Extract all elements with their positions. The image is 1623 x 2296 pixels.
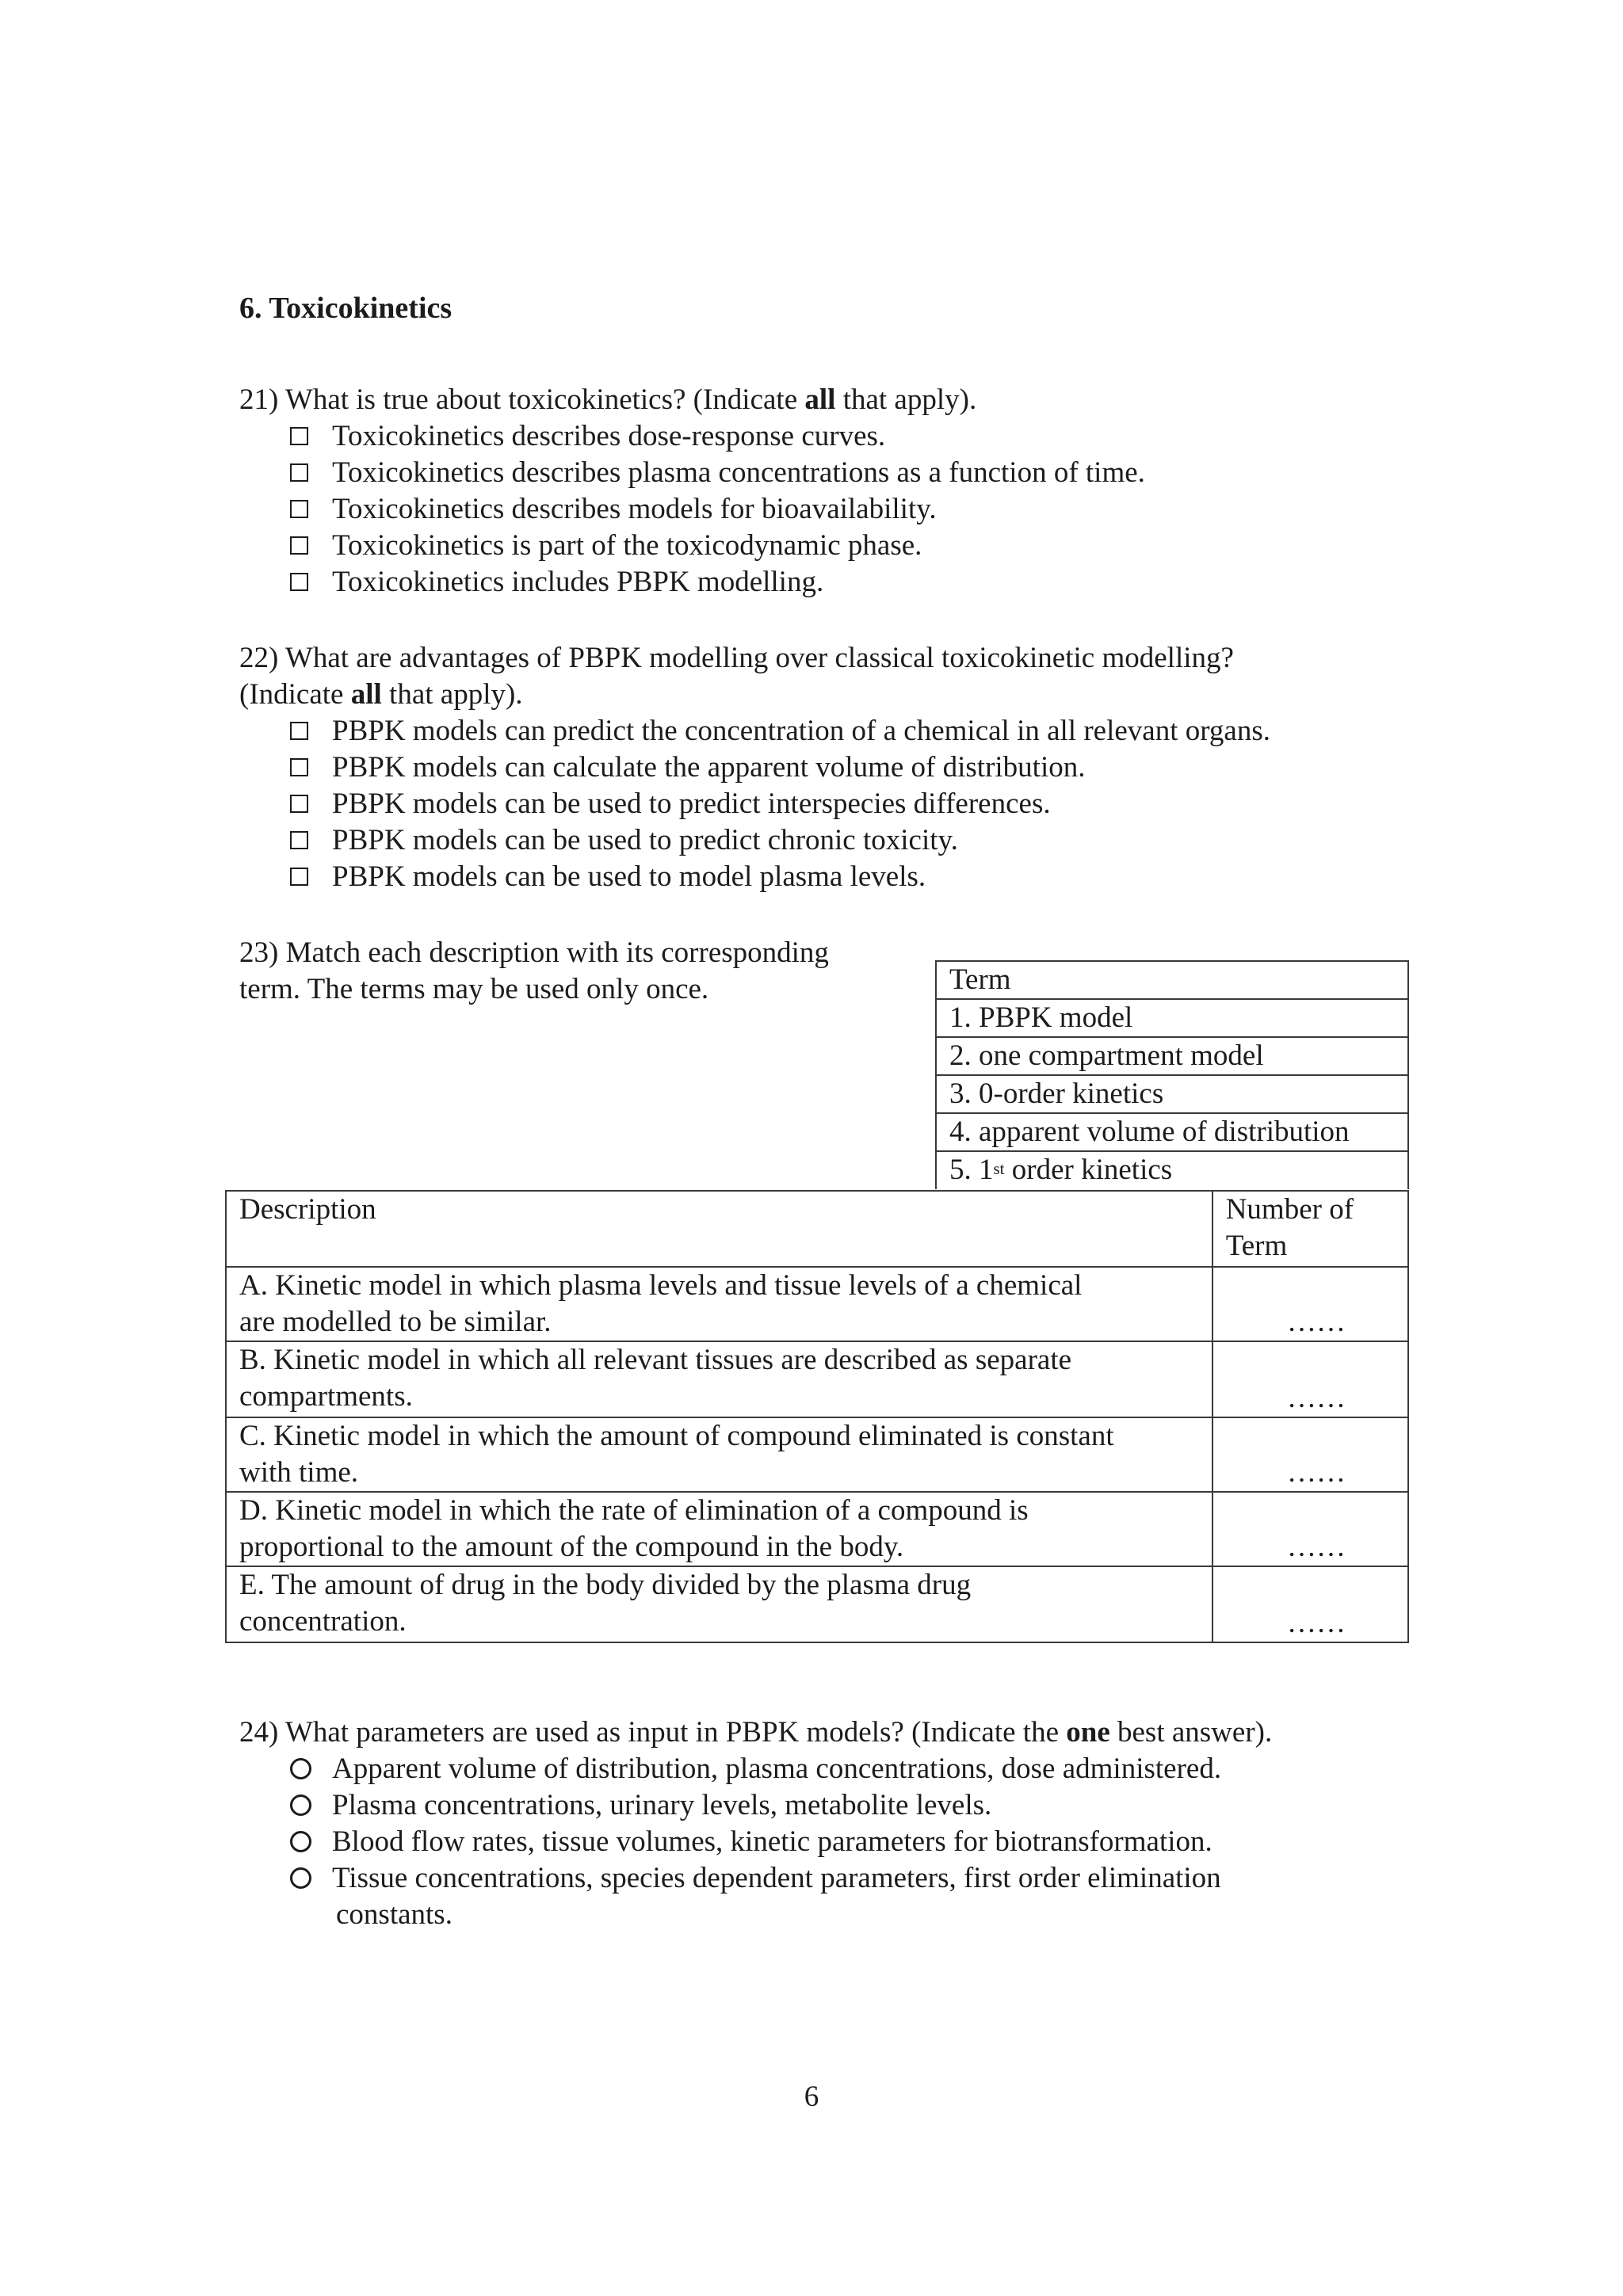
term-2: 2. one compartment model	[936, 1037, 1408, 1075]
radio-button[interactable]	[290, 1831, 311, 1852]
q23-prompt-line2: term. The terms may be used only once.	[239, 973, 709, 1005]
table-row	[226, 1341, 1408, 1417]
q22-prompt-line2: (Indicate all that apply).	[239, 678, 523, 711]
table-row	[226, 1267, 1408, 1341]
q22-prompt-line1: 22) What are advantages of PBPK modelling over classical toxicokinetic modelling?	[239, 642, 1234, 674]
radio-button[interactable]	[290, 1758, 311, 1779]
answer-blank-e[interactable]: ……	[1212, 1566, 1408, 1642]
description-table	[225, 1190, 1409, 1643]
term-3: 3. 0-order kinetics	[936, 1075, 1408, 1113]
q22-option-2[interactable]: PBPK models can calculate the apparent volume of distribution.	[290, 749, 1085, 786]
q24-option-4[interactable]: Tissue concentrations, species dependent parameters, first order elimination	[290, 1860, 1221, 1897]
radio-button[interactable]	[290, 1794, 311, 1816]
description-a: A. Kinetic model in which plasma levels and tissue levels of a chemical are modelled to be similar.	[226, 1267, 1212, 1341]
term-1: 1. PBPK model	[936, 999, 1408, 1037]
section-title: 6. Toxicokinetics	[239, 292, 453, 325]
number-of-term-header: Number of Term	[1212, 1191, 1408, 1267]
q22-option-3[interactable]: PBPK models can be used to predict interspecies differences.	[290, 786, 1051, 822]
q21-prompt: 21) What is true about toxicokinetics? (Indicate all that apply).	[239, 383, 977, 416]
q21-option-1[interactable]: Toxicokinetics describes dose-response curves.	[290, 418, 885, 455]
terms-table	[935, 960, 1409, 1189]
q21-option-4[interactable]: Toxicokinetics is part of the toxicodynamic phase.	[290, 528, 922, 564]
q24-option-3[interactable]: Blood flow rates, tissue volumes, kinetic parameters for biotransformation.	[290, 1824, 1212, 1860]
table-row	[226, 1566, 1408, 1642]
checkbox[interactable]	[290, 795, 308, 813]
radio-button[interactable]	[290, 1867, 311, 1889]
page-number: 6	[804, 2081, 819, 2113]
checkbox[interactable]	[290, 500, 308, 518]
answer-blank-c[interactable]: ……	[1212, 1417, 1408, 1492]
checkbox[interactable]	[290, 722, 308, 740]
checkbox[interactable]	[290, 831, 308, 849]
checkbox[interactable]	[290, 536, 308, 555]
q21-option-5[interactable]: Toxicokinetics includes PBPK modelling.	[290, 564, 823, 601]
description-b: B. Kinetic model in which all relevant tissues are described as separate compartments.	[226, 1341, 1212, 1417]
table-row	[226, 1492, 1408, 1566]
q22-option-4[interactable]: PBPK models can be used to predict chronic toxicity.	[290, 822, 958, 859]
q24-option-1[interactable]: Apparent volume of distribution, plasma concentrations, dose administered.	[290, 1751, 1221, 1787]
q21-option-2[interactable]: Toxicokinetics describes plasma concentrations as a function of time.	[290, 455, 1145, 491]
checkbox[interactable]	[290, 427, 308, 445]
term-4: 4. apparent volume of distribution	[936, 1113, 1408, 1151]
q24-option-4-continuation: constants.	[336, 1898, 453, 1931]
description-c: C. Kinetic model in which the amount of compound eliminated is constant with time.	[226, 1417, 1212, 1492]
checkbox[interactable]	[290, 758, 308, 776]
description-header: Description	[226, 1191, 1212, 1267]
q24-prompt: 24) What parameters are used as input in PBPK models? (Indicate the one best answer).	[239, 1716, 1273, 1749]
q21-option-3[interactable]: Toxicokinetics describes models for bioavailability.	[290, 491, 937, 528]
term-5: 5. 1st order kinetics	[936, 1151, 1408, 1189]
checkbox[interactable]	[290, 463, 308, 482]
q22-option-5[interactable]: PBPK models can be used to model plasma levels.	[290, 859, 926, 895]
table-row	[226, 1417, 1408, 1492]
answer-blank-b[interactable]: ……	[1212, 1341, 1408, 1417]
q24-option-2[interactable]: Plasma concentrations, urinary levels, metabolite levels.	[290, 1787, 991, 1824]
checkbox[interactable]	[290, 573, 308, 591]
q23-prompt-line1: 23) Match each description with its corresponding	[239, 936, 829, 969]
terms-header: Term	[936, 961, 1408, 999]
answer-blank-d[interactable]: ……	[1212, 1492, 1408, 1566]
description-e: E. The amount of drug in the body divided by the plasma drug concentration.	[226, 1566, 1212, 1642]
checkbox[interactable]	[290, 868, 308, 886]
description-d: D. Kinetic model in which the rate of elimination of a compound is proportional to the amount of the compound in the body.	[226, 1492, 1212, 1566]
answer-blank-a[interactable]: ……	[1212, 1267, 1408, 1341]
q22-option-1[interactable]: PBPK models can predict the concentration of a chemical in all relevant organs.	[290, 713, 1270, 749]
